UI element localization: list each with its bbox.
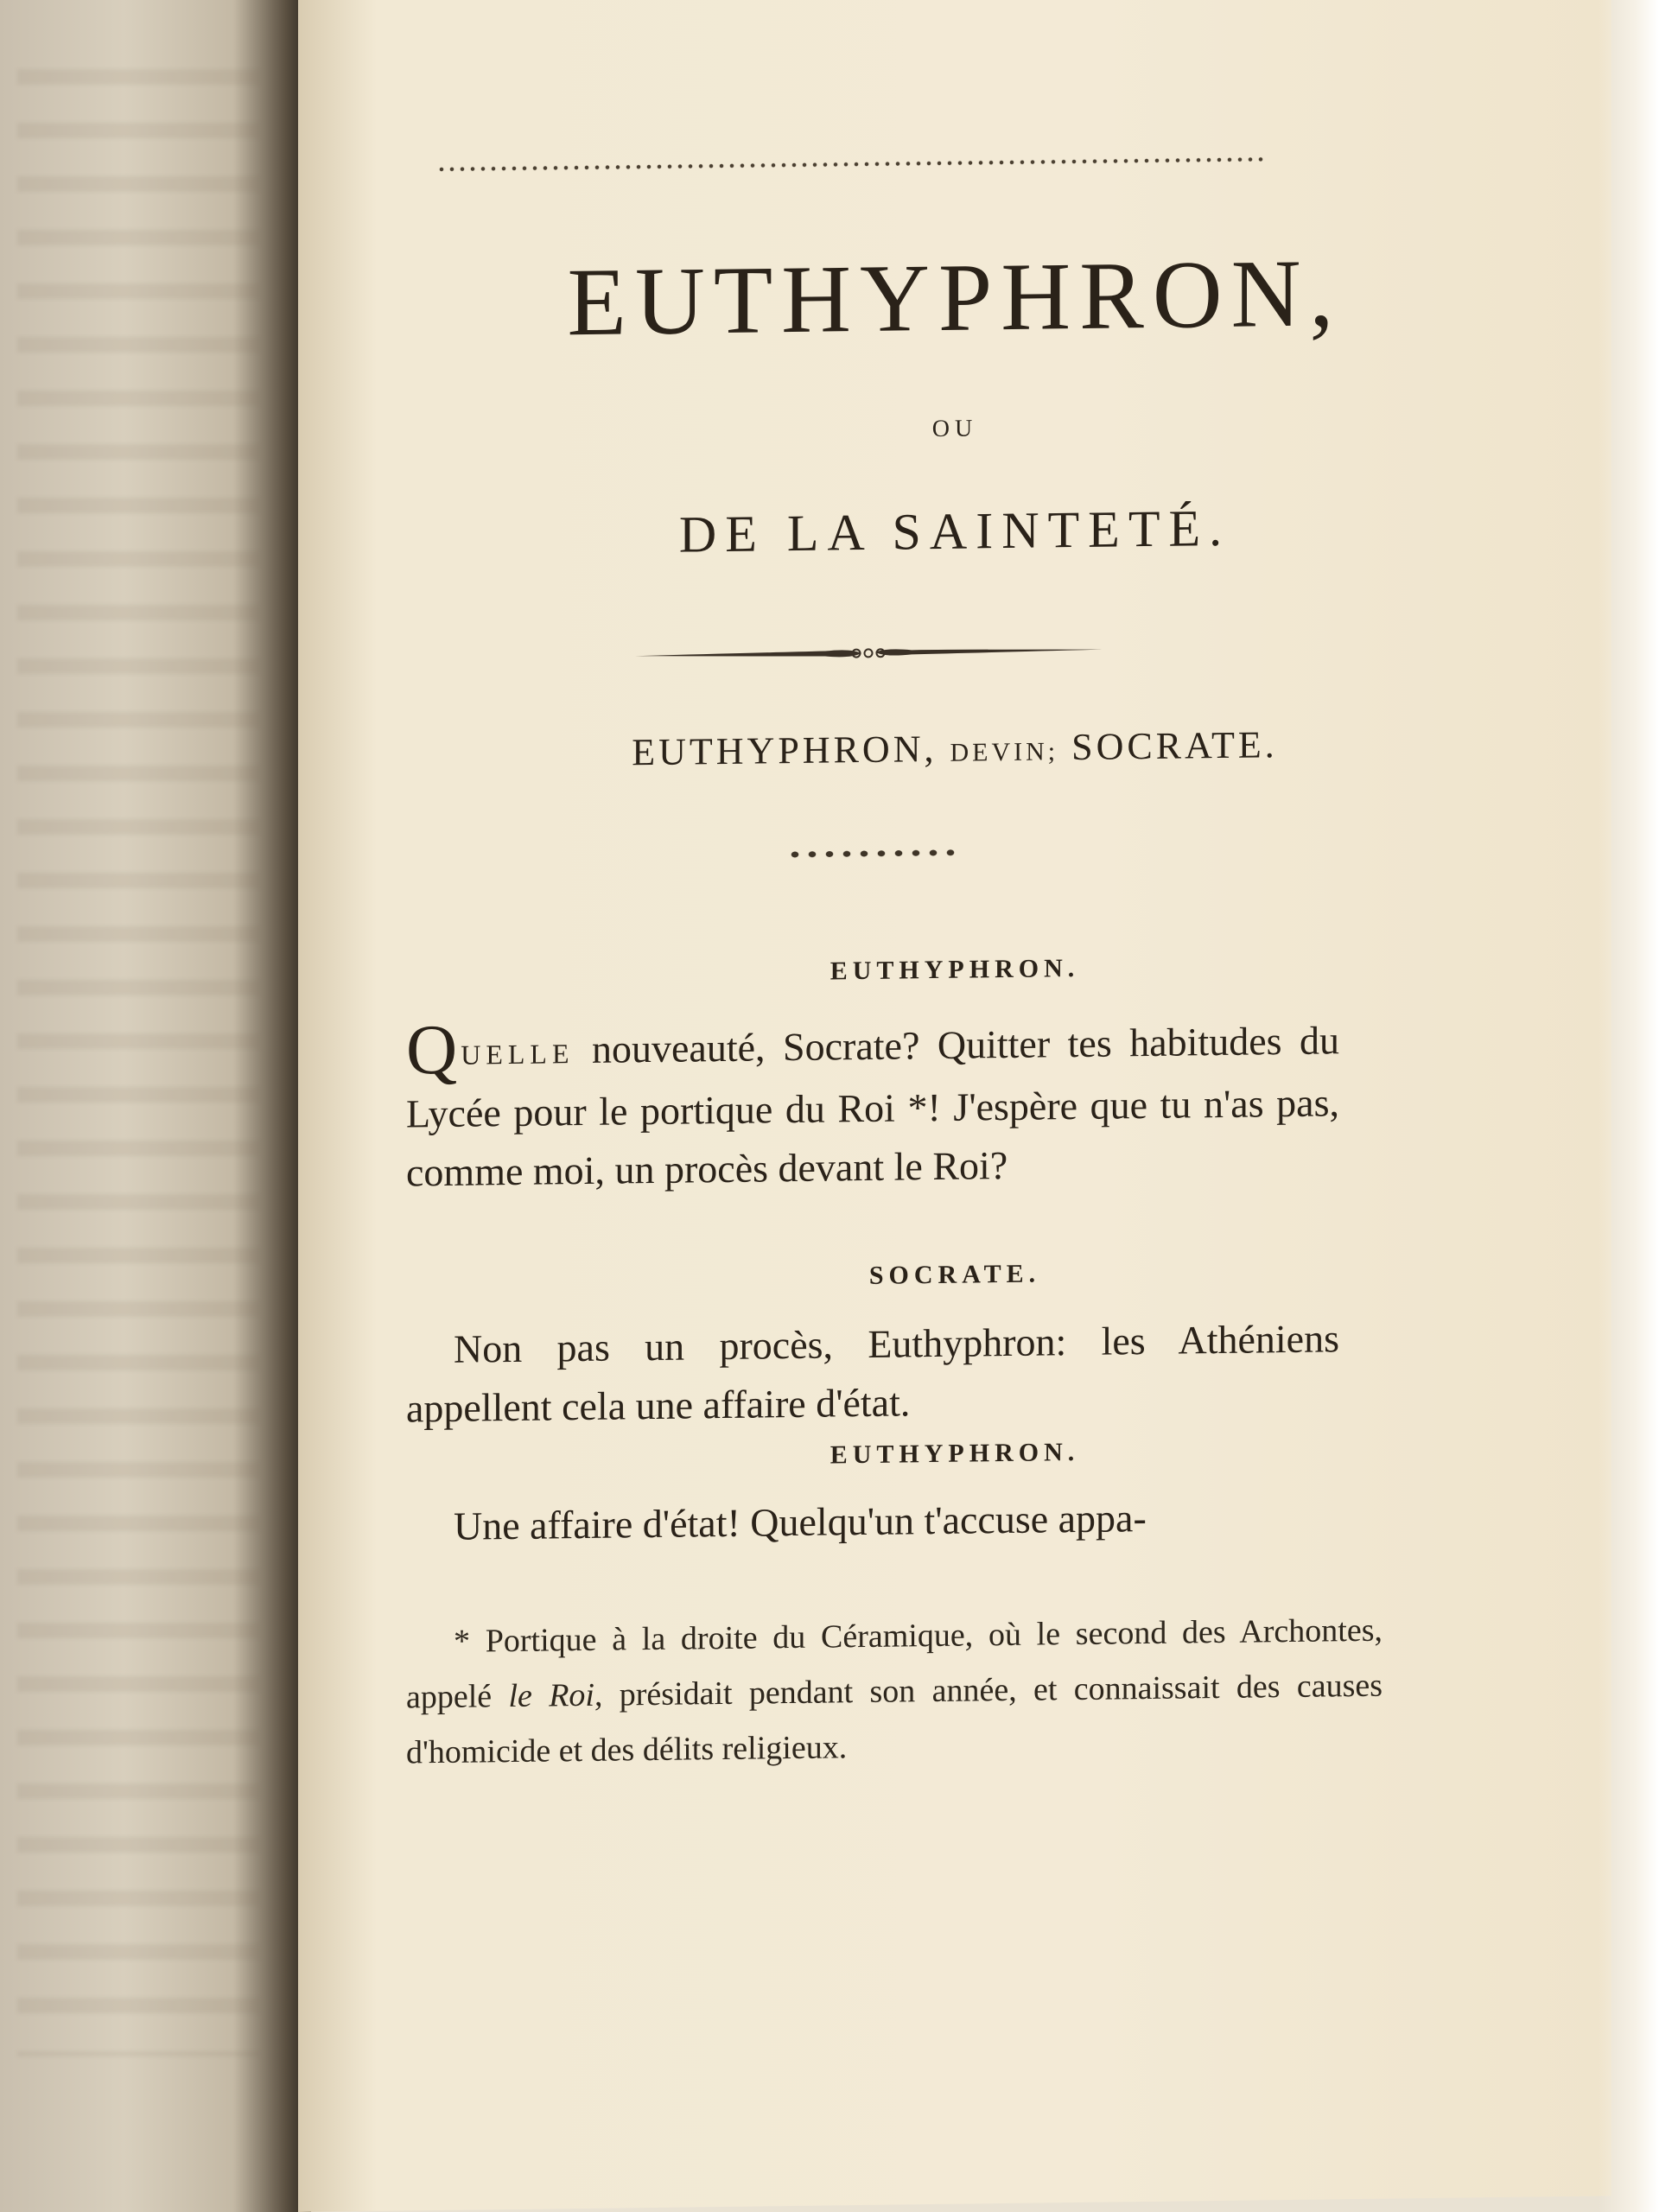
character-euthyphron: EUTHYPHRON, — [632, 727, 938, 774]
small-ornament — [786, 846, 959, 861]
page-subtitle: DE LA SAINTETÉ. — [678, 499, 1231, 563]
speaker-label: EUTHYPHRON. — [830, 953, 1080, 986]
top-ornament-rule — [436, 152, 1266, 176]
facing-page-ghost-text — [17, 69, 259, 2056]
page-content — [298, 0, 1611, 2212]
footnote-text: * Portique à la droite du Céramique, où le second des Archontes, appelé — [406, 1611, 1382, 1716]
page-title: EUTHYPHRON, — [567, 239, 1343, 357]
facing-page — [0, 0, 311, 2212]
center-ornament — [635, 640, 1102, 667]
footnote — [406, 1603, 1382, 1781]
character-socrate: SOCRATE. — [1071, 723, 1278, 769]
small-caps-word: UELLE — [461, 1038, 575, 1071]
speaker-label: SOCRATE. — [868, 1259, 1041, 1290]
character-role: DEVIN; — [950, 737, 1059, 767]
dialogue-paragraph: Non pas un procès, Euthyphron: les Athéniens appellent cela une affaire d'état. — [406, 1316, 1339, 1431]
background-edge — [1599, 0, 1659, 2212]
dialogue-paragraph — [406, 1011, 1339, 1202]
title-conjunction: OU — [931, 415, 978, 443]
footnote-text-end: , présidait pendant son année, et connaissait des causes d'homicide et des délits religieux. — [406, 1667, 1383, 1771]
book-page — [298, 0, 1611, 2212]
dialogue-paragraph: Une affaire d'état! Quelqu'un t'accuse appa- — [454, 1496, 1147, 1548]
footnote-italic: le Roi — [508, 1676, 594, 1715]
drop-cap: Q — [406, 1009, 458, 1090]
paragraph-text: nouveauté, Socrate? Quitter tes habitudes du Lycée pour le portique du Roi *! J'espère que tu n'as pas, comme moi, un procès devant le Roi? — [406, 1018, 1339, 1195]
dramatis-personae — [298, 718, 1611, 779]
speaker-label: EUTHYPHRON. — [830, 1437, 1080, 1470]
